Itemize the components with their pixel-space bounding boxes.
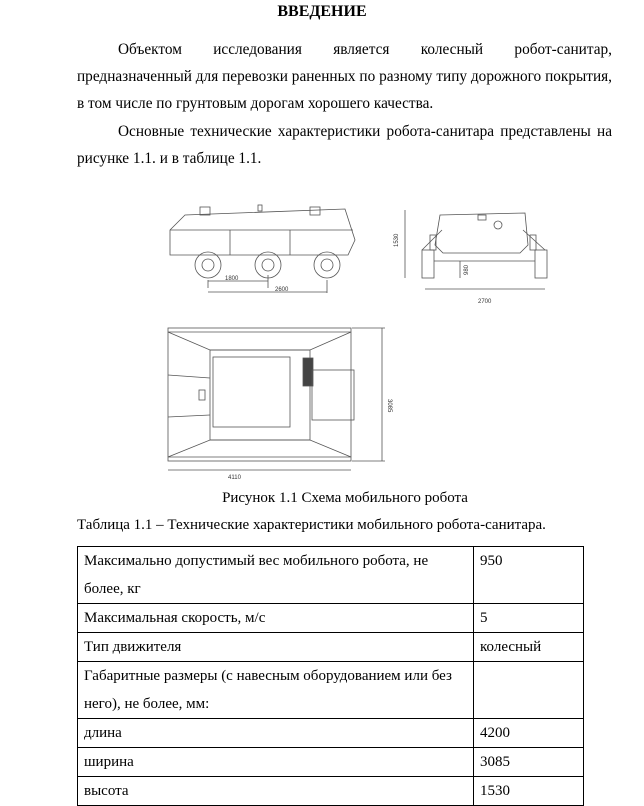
dim-clearance: 980 xyxy=(464,264,470,275)
specs-table xyxy=(77,546,584,806)
spec-name: длина xyxy=(78,719,474,748)
dim-height: 1530 xyxy=(394,233,400,247)
dim-track-width: 2700 xyxy=(478,299,492,305)
side-view xyxy=(170,205,355,293)
page-title: ВВЕДЕНИЕ xyxy=(277,3,367,20)
table-row xyxy=(78,719,584,748)
spec-value: 4200 xyxy=(474,719,584,748)
table-row xyxy=(78,748,584,777)
spec-name: Тип движителя xyxy=(78,633,474,662)
dim-width: 3085 xyxy=(386,399,392,413)
spec-name: Максимально допустимый вес мобильного робота, не более, кг xyxy=(78,547,474,604)
spec-value: 950 xyxy=(474,547,584,604)
table-row xyxy=(78,662,584,719)
spec-value: колесный xyxy=(474,633,584,662)
table-caption: Таблица 1.1 – Технические характеристики мобильного робота-санитара. xyxy=(77,517,546,533)
spec-value xyxy=(474,662,584,719)
table-row xyxy=(78,547,584,604)
dim-side-length: 2600 xyxy=(275,287,289,293)
spec-name: Габаритные размеры (с навесным оборудованием или без него), не более, мм: xyxy=(78,662,474,719)
top-view xyxy=(168,328,392,481)
table-row xyxy=(78,604,584,633)
dim-wheelbase: 1800 xyxy=(225,276,239,282)
spec-value: 5 xyxy=(474,604,584,633)
robot-schematic xyxy=(160,195,560,485)
spec-value: 3085 xyxy=(474,748,584,777)
intro-paragraph: Объектом исследования является колесный робот-санитар, предназначенный для перевозки раненных по разному типу дорожного покрытия, в том числе по грунтовым дорогам хорошего качества. xyxy=(77,41,612,112)
front-view xyxy=(394,210,547,305)
dim-length: 4110 xyxy=(228,475,241,481)
spec-name: ширина xyxy=(78,748,474,777)
table-row xyxy=(78,777,584,806)
characteristics-paragraph: Основные технические характеристики робота-санитара представлены на рисунке 1.1. и в таблице 1.1. xyxy=(77,123,612,167)
spec-value: 1530 xyxy=(474,777,584,806)
spec-name: Максимальная скорость, м/с xyxy=(78,604,474,633)
figure-caption: Рисунок 1.1 Схема мобильного робота xyxy=(222,490,468,506)
table-row xyxy=(78,633,584,662)
spec-name: высота xyxy=(78,777,474,806)
